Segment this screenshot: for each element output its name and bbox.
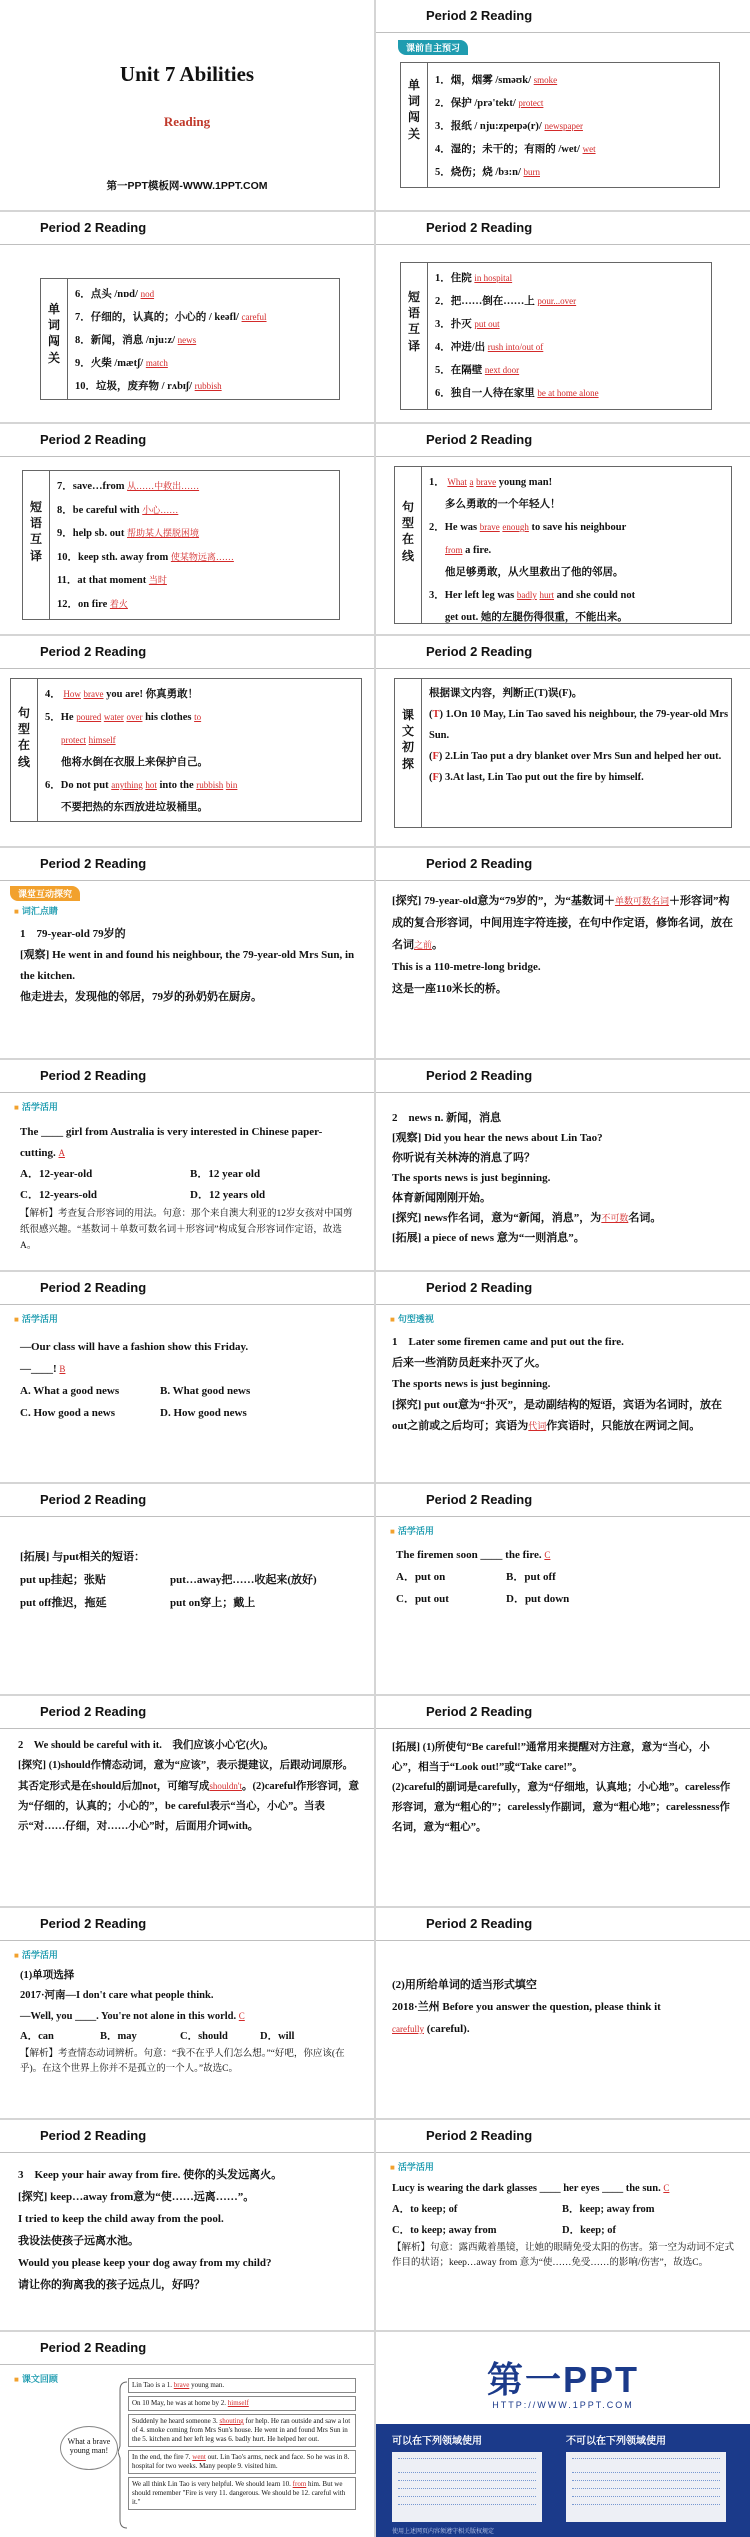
point-body — [18, 1736, 360, 1837]
period-title: Period 2 Reading — [40, 856, 147, 871]
question-text: —Well, you ____. You're not alone in this world. C — [20, 2011, 245, 2022]
section-badge: ■ 活学活用 — [390, 1524, 434, 1537]
analysis: 【解析】句意：露西戴着墨镜，让她的眼睛免受太阳的伤害。第一空为动词不定式作目的状语；keep…away from 意为“使……免受……的影响/伤害”，故选C。 — [392, 2243, 735, 2268]
option: C. How good a news — [20, 1407, 116, 1419]
divider — [376, 456, 750, 457]
list-item: 3．扑灭 put out — [435, 319, 500, 330]
period-title: Period 2 Reading — [426, 8, 533, 23]
list-item: get out. 她的左腿伤得很重，不能出来。 — [445, 612, 628, 623]
slide-point-4 — [0, 1696, 374, 1906]
question — [392, 2178, 734, 2271]
list-item: 6．点头 /nɒd/ nod — [75, 289, 155, 300]
analysis: 【解析】考查情态动词辨析。句意：“我不在乎人们怎么想。”“好吧，你应该(在乎)。在这个世界上你并不是孤立的一个人。”故选C。 — [20, 2049, 345, 2074]
point-heading: 1 79-year-old 79岁的 — [20, 928, 126, 940]
point-body — [18, 2164, 360, 2296]
slide-point-2 — [376, 1060, 750, 1270]
period-title: Period 2 Reading — [40, 2340, 147, 2355]
slide-point-4-extension — [376, 1696, 750, 1906]
extension: [拓展] a piece of news 意为“一则消息”。 — [392, 1232, 585, 1244]
example: The sports news is just beginning. — [392, 1378, 551, 1390]
list-item: 4．冲进/出 rush into/out of — [435, 342, 544, 353]
forbidden-list — [566, 2452, 726, 2522]
divider — [0, 2364, 374, 2365]
question-heading: (1)单项选择 — [20, 1970, 75, 1981]
question — [396, 1544, 734, 1610]
vocab-list — [75, 283, 267, 398]
question-text: Lucy is wearing the dark glasses ____ her eyes ____ the sun. C — [392, 2183, 670, 2194]
option: C．12-years-old — [20, 1189, 97, 1201]
phrase-box — [22, 470, 340, 620]
section-label: 单词闯关 — [407, 78, 420, 141]
slide-point-5 — [0, 2120, 374, 2330]
question — [20, 1122, 358, 1254]
divider — [0, 244, 374, 245]
list-item: 6．Do not put anything hot into the rubbish bin — [45, 780, 238, 791]
extension: [拓展] (1)所使句“Be careful!”通常用来提醒对方注意，意为“当心，小心”，相当于“Look out!”或“Take care!”。 — [392, 1742, 710, 1773]
slide-sentences-2 — [0, 636, 374, 846]
divider — [0, 1728, 374, 1729]
option: C．should — [180, 2031, 228, 2042]
forbidden-heading: 不可以在下列领域使用 — [566, 2436, 666, 2447]
period-title: Period 2 Reading — [40, 432, 147, 447]
period-title: Period 2 Reading — [40, 2128, 147, 2143]
example: I tried to keep the child away from the pool. — [18, 2213, 224, 2225]
section-label: 短语互译 — [407, 290, 420, 353]
options — [392, 2199, 734, 2241]
divider — [0, 1516, 374, 1517]
review-box: Suddenly he heard someone 3. shouting for help. He ran outside and saw a lot of 4. smoke coming from Mrs Sun's house. He went in and found Mrs Sun in the 5. kitchen and her left leg was 6. badly hurt. He helped her out. — [128, 2414, 356, 2447]
period-title: Period 2 Reading — [40, 1704, 147, 1719]
option: D．keep; of — [562, 2225, 616, 2236]
table-cell: put off推迟，拖延 — [20, 1597, 107, 1609]
option: D．put down — [506, 1593, 570, 1605]
question — [20, 1336, 358, 1424]
period-title: Period 2 Reading — [426, 2128, 533, 2143]
sentence-list — [429, 471, 729, 629]
period-title: Period 2 Reading — [426, 432, 533, 447]
translation: 我设法使孩子远离水池。 — [18, 2235, 139, 2247]
list-item: 12．on fire 着火 — [57, 598, 128, 610]
vocab-list — [435, 69, 596, 184]
period-title: Period 2 Reading — [426, 1068, 533, 1083]
list-item: 10．keep sth. away from 使某物远离…… — [57, 551, 234, 563]
slide-vocab-2 — [0, 212, 374, 422]
slide-point-1 — [0, 848, 374, 1058]
lesson-subtitle: Reading — [163, 114, 211, 129]
period-title: Period 2 Reading — [426, 1280, 533, 1295]
options — [396, 1566, 734, 1610]
list-item: protect himself — [61, 735, 116, 745]
review-box: On 10 May, he was at home by 2. himself — [128, 2396, 356, 2411]
brand-notice: 使用上述网页内容须遵守相关版权规定 — [392, 2529, 495, 2535]
divider — [376, 244, 750, 245]
section-badge: ■ 活学活用 — [14, 1948, 58, 1961]
list-item: 多么勇敢的一个年轻人！ — [445, 499, 561, 510]
list-item: 3．报纸 / nju:zpeɪpә(r)/ newspaper — [435, 121, 583, 132]
question-text: —Our class will have a fashion show this Friday. — [20, 1341, 249, 1353]
list-item: 5．He poured water over his clothes to — [45, 712, 202, 723]
list-item: 4． How brave you are! 你真勇敢！ — [45, 689, 199, 700]
question — [20, 1966, 358, 2077]
period-title: Period 2 Reading — [40, 644, 147, 659]
list-item: 9．help sb. out 帮助某人摆脱困境 — [57, 528, 200, 539]
divider — [376, 1304, 750, 1305]
phrase-list — [57, 475, 234, 616]
list-item: 6．独自一人待在家里 be at home alone — [435, 388, 599, 399]
list-item: 他足够勇敢，从火里救出了他的邻居。 — [445, 567, 624, 578]
divider — [0, 456, 374, 457]
list-item: (F) 3.At last, Lin Tao put out the fire by himself. — [429, 772, 644, 783]
slide-practice-5 — [376, 1908, 750, 2118]
translation: 请让你的狗离我的孩子远点儿，好吗？ — [18, 2279, 205, 2291]
section-badge: ■ 课文回顾 — [14, 2372, 58, 2385]
section-label: 单词闯关 — [47, 302, 60, 365]
vocab-box — [400, 62, 720, 188]
question — [392, 1974, 734, 2040]
option: A．to keep; of — [392, 2204, 458, 2215]
list-item: 9．火柴 /mætʃ/ match — [75, 358, 168, 369]
sentence-box — [394, 466, 732, 624]
section-tag: 课堂互动探究 — [10, 884, 80, 902]
section-badge: ■ 句型透视 — [390, 1312, 434, 1325]
period-title: Period 2 Reading — [426, 220, 533, 235]
period-title: Period 2 Reading — [40, 220, 147, 235]
allowed-list — [392, 2452, 542, 2522]
slide-practice-4 — [0, 1908, 374, 2118]
section-badge: ■ 活学活用 — [14, 1100, 58, 1113]
slide-practice-3 — [376, 1484, 750, 1694]
option: A．can — [20, 2031, 54, 2042]
divider — [376, 668, 750, 669]
slide-title — [0, 0, 374, 210]
list-item: 不要把热的东西放进垃圾桶里。 — [61, 802, 208, 813]
example: This is a 110-metre-long bridge. — [392, 961, 541, 973]
list-item: 1．住院 in hospital — [435, 273, 513, 284]
explanation: [探究] 79-year-old意为“79岁的”，为“基数词＋单数可数名词＋形容词”构成的复合形容词，中间用连字符连接，在句中作定语，修饰名词，放在名词之前。 — [392, 895, 733, 951]
question-heading: (2)用所给单词的适当形式填空 — [392, 1979, 537, 1991]
option: B．may — [100, 2031, 137, 2042]
period-title: Period 2 Reading — [40, 1916, 147, 1931]
list-item: 5．烧伤；烧 /bɜ:n/ burn — [435, 167, 540, 178]
tf-list — [429, 683, 729, 788]
divider — [376, 1516, 750, 1517]
section-label: 短语互译 — [29, 500, 42, 563]
period-title: Period 2 Reading — [426, 1916, 533, 1931]
list-item: 2．保护 /prә'tekt/ protect — [435, 98, 544, 109]
divider — [376, 1940, 750, 1941]
point-heading: 3 Keep your hair away from fire. 使你的头发远离火。 — [18, 2169, 283, 2181]
site-footer: 第一PPT模板网-WWW.1PPT.COM — [106, 180, 268, 192]
unit-title: Unit 7 Abilities — [119, 62, 255, 86]
phrase-table — [20, 1546, 360, 1615]
slide-phrases-1 — [376, 212, 750, 422]
table-rows — [20, 1569, 360, 1615]
options — [20, 1164, 358, 1206]
list-item: 2．把……倒在……上 pour...over — [435, 296, 577, 307]
translation: 这是一座110米长的桥。 — [392, 983, 507, 995]
slide-phrases-2 — [0, 424, 374, 634]
option: C．to keep; away from — [392, 2225, 497, 2236]
list-item: 10．垃圾，废弃物 / rʌbɪʃ/ rubbish — [75, 381, 222, 392]
divider — [0, 880, 374, 881]
option: B．12 year old — [190, 1168, 261, 1180]
option: B．keep; away from — [562, 2204, 655, 2215]
slide-vocab-1 — [376, 0, 750, 210]
tf-box — [394, 678, 732, 828]
phrase-box — [400, 262, 712, 410]
brand-logo: 第一PPT — [486, 2359, 639, 2400]
list-item: (F) 2.Lin Tao put a dry blanket over Mrs Sun and helped her out. — [429, 751, 722, 762]
period-title: Period 2 Reading — [426, 1492, 533, 1507]
option: D．12 years old — [190, 1189, 266, 1201]
slide-point-1-explore — [376, 848, 750, 1058]
list-item: 8．新闻，消息 /nju:z/ news — [75, 335, 197, 346]
sentence-list — [45, 683, 359, 819]
question-text: The ____ girl from Australia is very interested in Chinese paper-cutting. A — [20, 1126, 323, 1159]
explanation: [探究] put out意为“扑灭”，是动副结构的短语，宾语为名词时，放在out之前或之后均可；宾语为代词作宾语时，只能放在两词之间。 — [392, 1399, 723, 1432]
list-item: 8．be careful with 小心…… — [57, 504, 179, 516]
example: Would you please keep your dog away from my child? — [18, 2257, 272, 2269]
list-item: 7．仔细的，认真的；小心的 / keәfl/ careful — [75, 312, 267, 323]
period-title: Period 2 Reading — [40, 1068, 147, 1083]
translation: 体育新闻刚刚开始。 — [392, 1192, 491, 1204]
instruction: 根据课文内容，判断正(T)误(F)。 — [429, 688, 583, 699]
divider — [0, 1940, 374, 1941]
section-tag: 课前自主预习 — [398, 38, 468, 56]
divider — [0, 1304, 374, 1305]
section-label: 句型在线 — [401, 500, 414, 563]
section-badge: ■ 活学活用 — [14, 1312, 58, 1325]
list-item: from a fire. — [445, 545, 492, 556]
slide-sentences-1 — [376, 424, 750, 634]
option: B．put off — [506, 1571, 556, 1583]
list-item: 11．at that moment 当时 — [57, 575, 167, 586]
slide-brand — [376, 2332, 750, 2537]
slide-review — [0, 2332, 374, 2537]
period-title: Period 2 Reading — [426, 644, 533, 659]
slide-reading-check — [376, 636, 750, 846]
table-title: [拓展] 与put相关的短语： — [20, 1551, 145, 1563]
translation: 他走进去，发现他的邻居，79岁的孙奶奶在厨房。 — [20, 991, 262, 1003]
divider — [0, 1092, 374, 1093]
period-title: Period 2 Reading — [426, 856, 533, 871]
extension: (2)careful的副词是carefully，意为“仔细地，认真地；小心地”。careless作形容词，意为“粗心的”；carelessly作副词，意为“粗心地”；carelessness作名词，意为“粗心”。 — [392, 1782, 731, 1833]
list-item: (T) 1.On 10 May, Lin Tao saved his neighbour, the 79-year-old Mrs Sun. — [429, 709, 729, 741]
divider — [376, 32, 750, 33]
divider — [0, 668, 374, 669]
list-item: 3．Her left leg was badly hurt and she could not — [429, 590, 636, 601]
section-badge: ■ 活学活用 — [390, 2160, 434, 2173]
slide-practice-6 — [376, 2120, 750, 2330]
divider — [376, 1728, 750, 1729]
option: A．12-year-old — [20, 1168, 93, 1180]
translation: 你听说有关林涛的消息了吗？ — [392, 1152, 535, 1164]
question-text: 2017·河南—I don't care what people think. — [20, 1990, 214, 2001]
table-cell: put…away把……收起来(放好) — [170, 1574, 317, 1586]
section-label: 课文初探 — [401, 708, 414, 771]
slide-practice-2 — [0, 1272, 374, 1482]
explanation: [探究] (1)should作情态动词，意为“应该”，表示提建议，后跟动词原形。其否定形式是在should后加not，可缩写成shouldn't。(2)careful作形容词，意为“仔细的，认真的；小心的”，be careful表示“当心，小心”。当表示“对……仔细，对……小心”时，后面用介词with。 — [18, 1760, 360, 1832]
divider — [0, 2152, 374, 2153]
question-text: The firemen soon ____ the fire. C — [396, 1549, 551, 1561]
review-box: In the end, the fire 7. went out. Lin Tao's arms, neck and face. So he was in 8. hospital for two weeks. Many people 9. visited him. — [128, 2450, 356, 2474]
mindmap-boxes — [128, 2378, 356, 2510]
option: A．put on — [396, 1571, 446, 1583]
point-body — [392, 890, 734, 1000]
sentence-box — [10, 678, 362, 822]
table-cell: put on穿上；戴上 — [170, 1597, 256, 1609]
mindmap-bracket — [118, 2380, 128, 2530]
period-title: Period 2 Reading — [426, 1704, 533, 1719]
question-text: 2018·兰州 Before you answer the question, please think it — [392, 2001, 661, 2013]
mindmap-center: What a brave young man! — [60, 2426, 118, 2470]
review-box: We all think Lin Tao is very helpful. We should learn 10. from him. But we should remember "Fire is very 11. dangerous. We should be 12. careful with it." — [128, 2477, 356, 2510]
phrase-list — [435, 267, 599, 405]
section-label: 句型在线 — [17, 706, 30, 769]
divider — [376, 1092, 750, 1093]
explanation: [探究] news作名词，意为“新闻，消息”，为不可数名词。 — [392, 1212, 662, 1224]
example: [观察] He went in and found his neighbour, the 79-year-old Mrs Sun, in the kitchen. — [20, 949, 355, 982]
list-item: 7．save…from 从……中救出…… — [57, 481, 200, 492]
example: The sports news is just beginning. — [392, 1172, 551, 1184]
options — [20, 2027, 358, 2047]
question-text: carefully (careful). — [392, 2023, 470, 2035]
divider — [376, 880, 750, 881]
list-item: 2．He was brave enough to save his neighbour — [429, 522, 627, 533]
brand-url: HTTP://WWW.1PPT.COM — [492, 2400, 634, 2410]
option: C．put out — [396, 1593, 449, 1605]
analysis: 【解析】考查复合形容词的用法。句意：那个来自澳大利亚的12岁女孩对中国剪纸很感兴趣。“基数词＋单数可数名词＋形容词”构成复合形容词作定语，故选A。 — [20, 1209, 353, 1251]
explanation: [探究] keep…away from意为“使……远离……”。 — [18, 2191, 255, 2203]
translation: 后来一些消防员赶来扑灭了火。 — [392, 1357, 546, 1369]
option: D. How good news — [160, 1407, 247, 1419]
allowed-heading: 可以在下列领域使用 — [392, 2436, 482, 2447]
point-heading: 2 news n. 新闻，消息 — [392, 1112, 502, 1124]
option: B. What good news — [160, 1385, 251, 1397]
brand-panel — [376, 2424, 750, 2537]
option: D．will — [260, 2031, 295, 2042]
option: A. What a good news — [20, 1385, 120, 1397]
question-text: —____! B — [20, 1363, 66, 1375]
point-body — [392, 1108, 734, 1248]
example: [观察] Did you hear the news about Lin Tao? — [392, 1132, 603, 1144]
period-title: Period 2 Reading — [40, 1492, 147, 1507]
table-cell: put up挂起；张贴 — [20, 1574, 106, 1586]
divider — [376, 2152, 750, 2153]
section-badge: ■ 词汇点睛 — [14, 904, 58, 917]
list-item: 1． What a brave young man! — [429, 477, 553, 488]
list-item: 1．烟，烟雾 /smәʊk/ smoke — [435, 75, 558, 86]
point-heading: 2 We should be careful with it. 我们应该小心它(火)。 — [18, 1740, 274, 1751]
point-heading: 1 Later some firemen came and put out the fire. — [392, 1336, 624, 1348]
options — [20, 1380, 358, 1424]
slide-point-3 — [376, 1272, 750, 1482]
slide-practice-1 — [0, 1060, 374, 1270]
point-body — [392, 1332, 734, 1437]
list-item: 4．湿的；未干的；有雨的 /wet/ wet — [435, 144, 596, 155]
list-item: 5．在隔壁 next door — [435, 365, 520, 376]
list-item: 他将水倒在衣服上来保护自己。 — [61, 757, 208, 768]
point-body — [392, 1738, 734, 1838]
vocab-box — [40, 278, 340, 400]
period-title: Period 2 Reading — [40, 1280, 147, 1295]
point-body — [20, 924, 360, 1008]
review-box: Lin Tao is a 1. brave young man. — [128, 2378, 356, 2393]
slide-put-phrases — [0, 1484, 374, 1694]
